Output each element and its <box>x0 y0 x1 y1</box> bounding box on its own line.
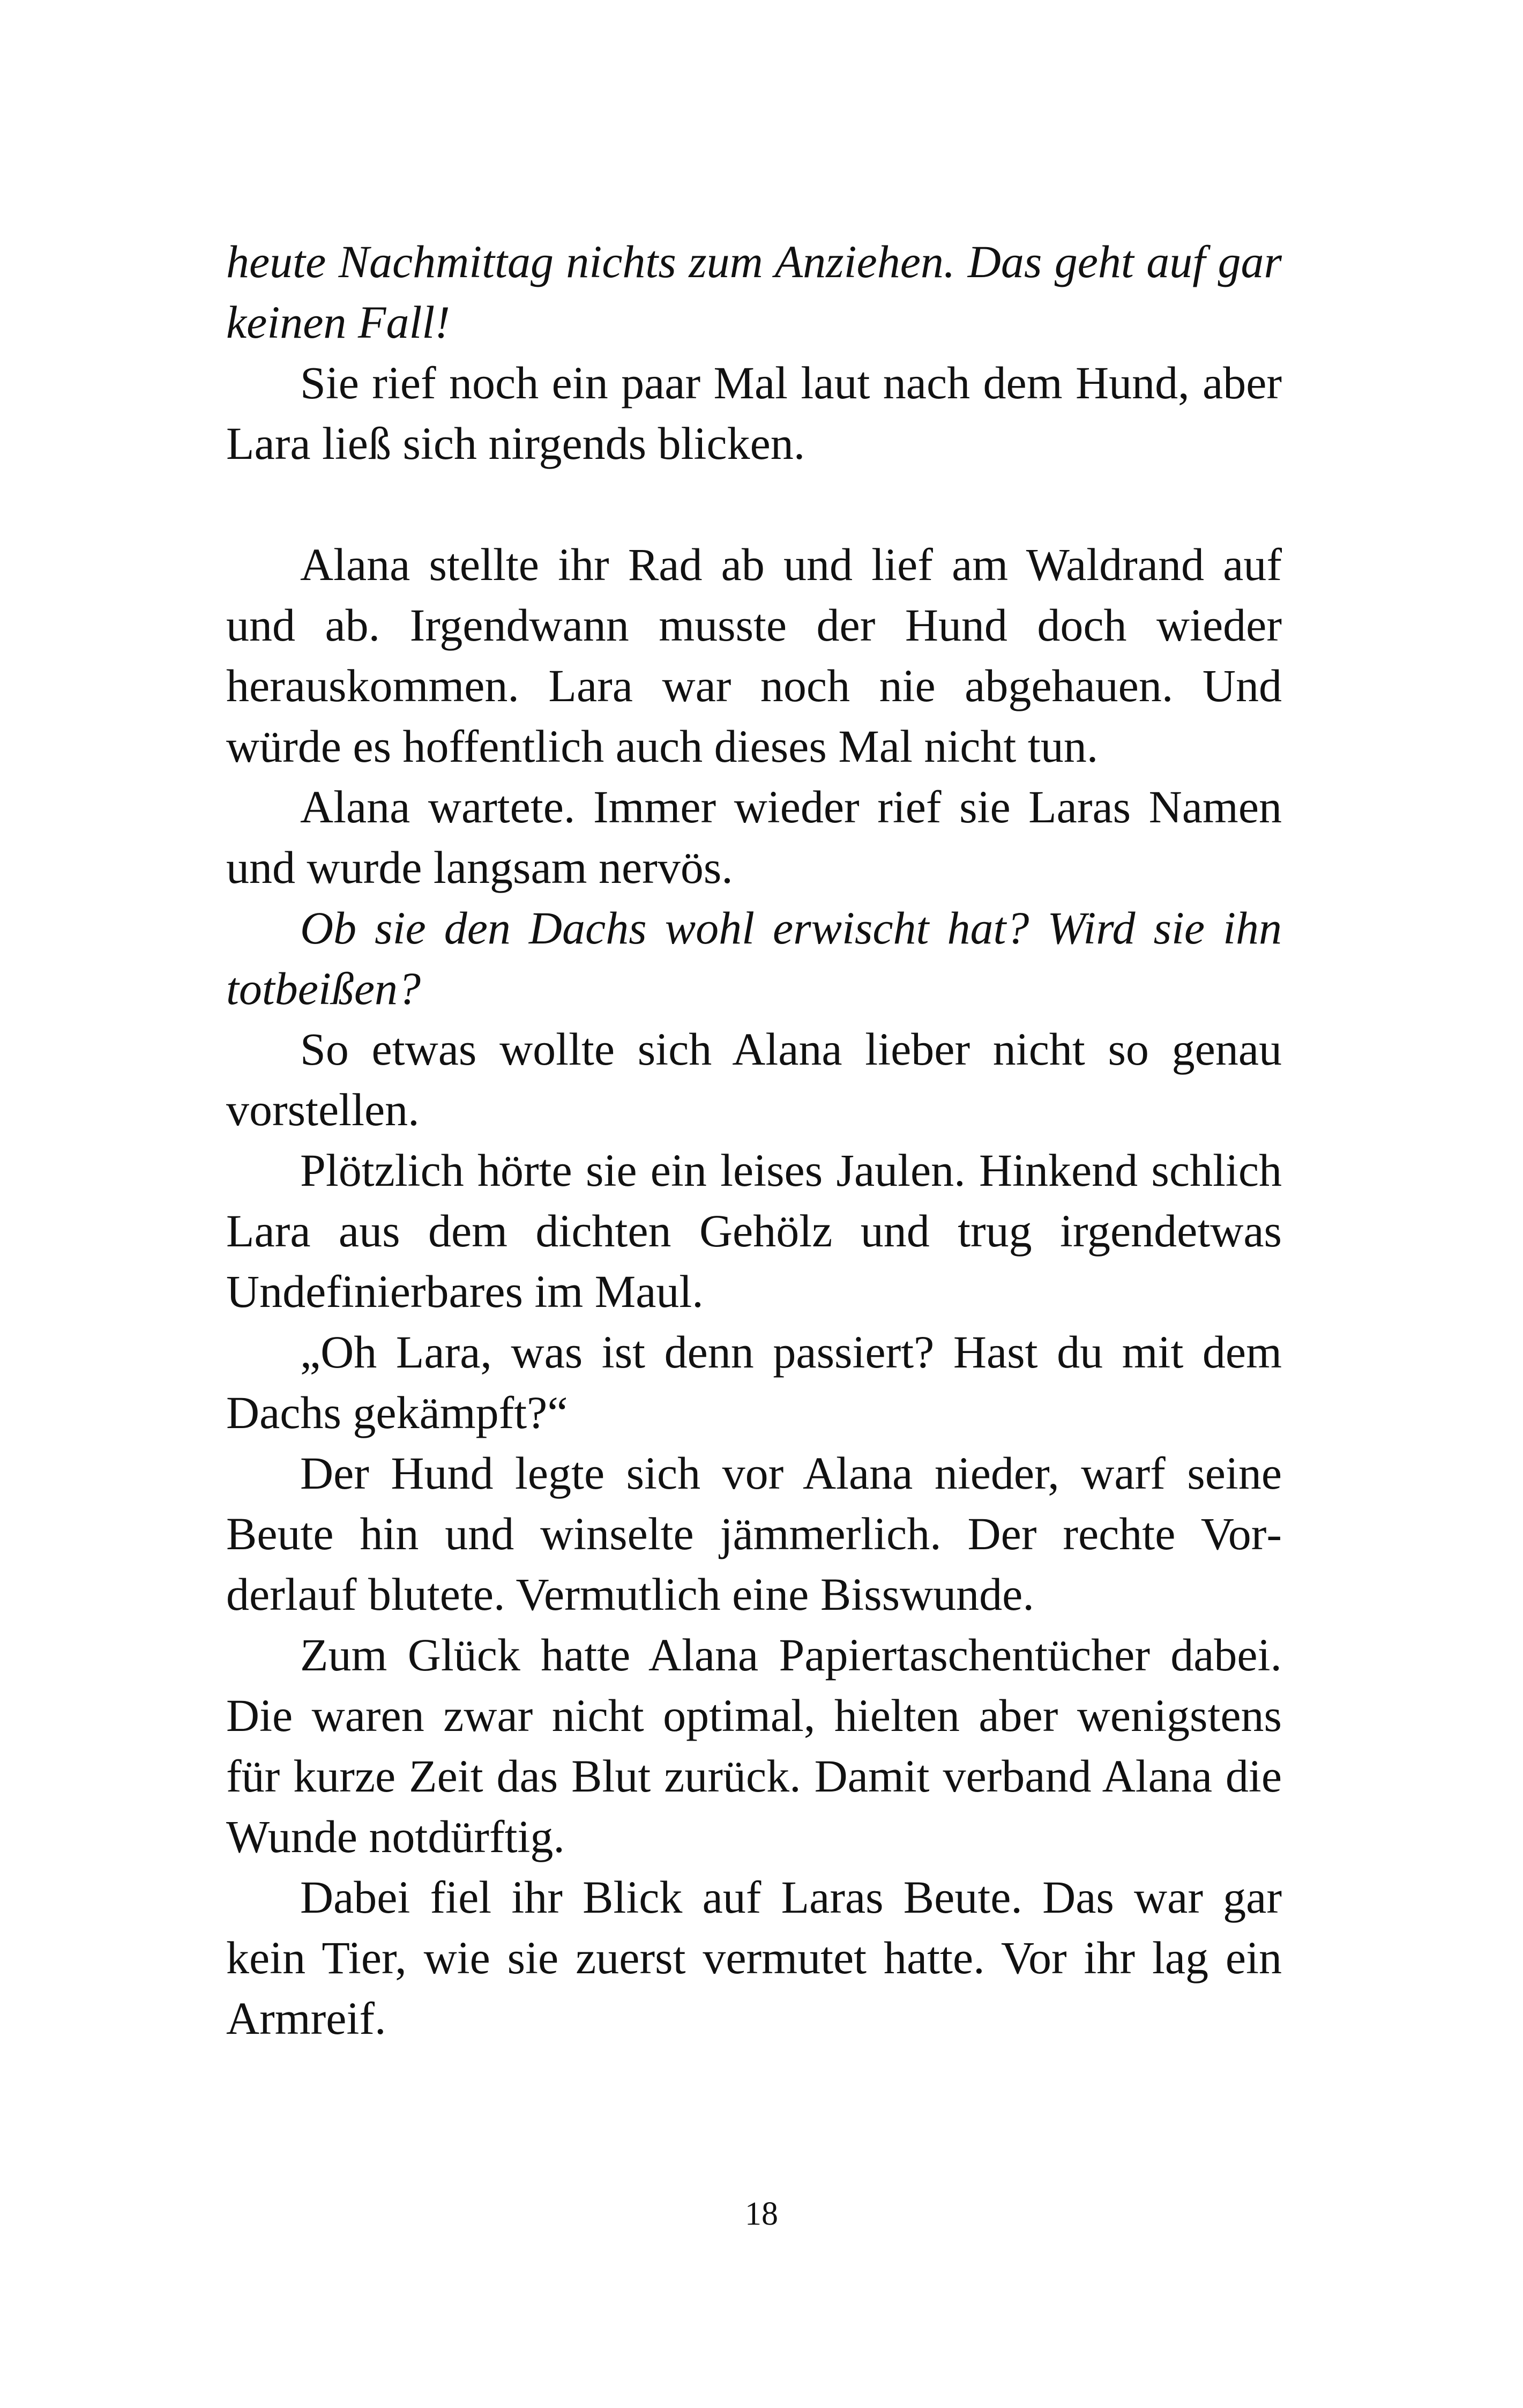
paragraph: Dabei fiel ihr Blick auf Laras Beute. Das war gar kein Tier, wie sie zuerst vermutet hatte. Vor ihr lag ein Armreif. <box>226 1871 1282 2044</box>
page-number: 18 <box>745 2196 778 2232</box>
paragraph-thought: Ob sie den Dachs wohl erwischt hat? Wird sie ihn totbeißen? <box>226 902 1282 1014</box>
paragraph-continued-thought: heute Nachmittag nichts zum Anziehen. Das geht auf gar keinen Fall! <box>226 236 1282 348</box>
paragraph: Plötzlich hörte sie ein leises Jaulen. Hinkend schlich Lara aus dem dichten Gehölz und trug irgendetwas Undefinierbares im Maul. <box>226 1144 1282 1317</box>
paragraph: Alana wartete. Immer wieder rief sie Laras Namen und wurde langsam nervös. <box>226 781 1282 893</box>
paragraph: Der Hund legte sich vor Alana nieder, warf seine Beute hin und winselte jämmerlich. Der rechte Vorderlauf blutete. Vermutlich eine Bisswunde. <box>226 1447 1282 1620</box>
paragraph-dialogue: „Oh Lara, was ist denn passiert? Hast du mit dem Dachs gekämpft?“ <box>226 1326 1282 1438</box>
body-text <box>226 232 1282 2049</box>
paragraph: Sie rief noch ein paar Mal laut nach dem Hund, aber Lara ließ sich nirgends blicken. <box>226 357 1282 469</box>
paragraph-section-start: Alana stellte ihr Rad ab und lief am Waldrand auf und ab. Irgendwann musste der Hund doch wieder herauskommen. Lara war noch nie abgehauen. Und würde es hoffentlich auch dieses Mal nicht tun. <box>226 539 1282 772</box>
paragraph: Zum Glück hatte Alana Papiertaschentücher dabei. Die waren zwar nicht optimal, hielten aber wenigstens für kurze Zeit das Blut zurück. Damit verband Alana die Wunde notdürftig. <box>226 1629 1282 1862</box>
paragraph: So etwas wollte sich Alana lieber nicht so genau vorstellen. <box>226 1023 1282 1135</box>
